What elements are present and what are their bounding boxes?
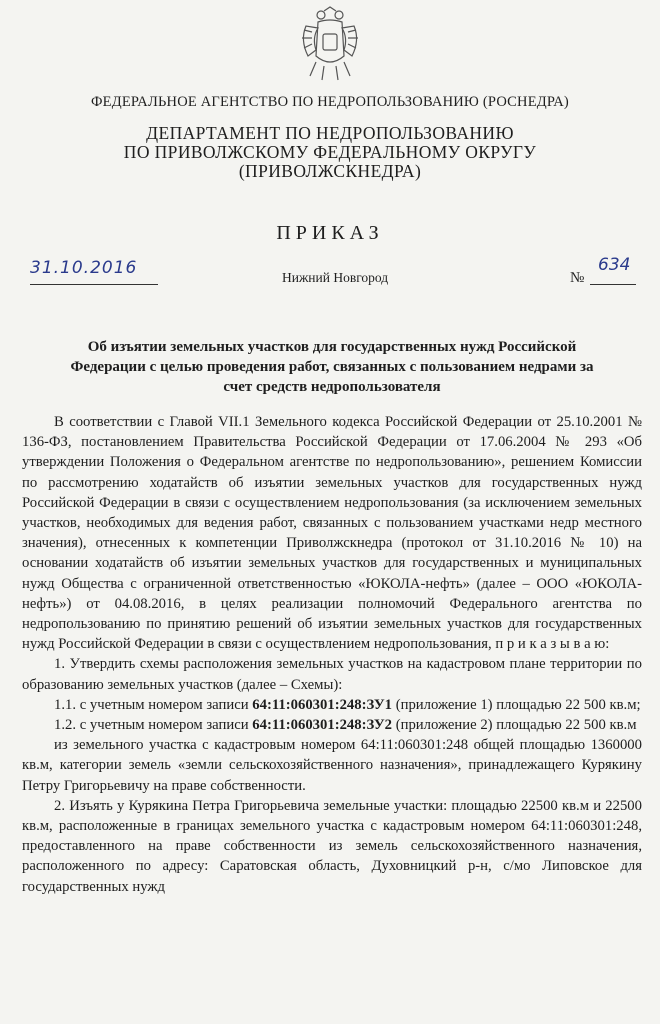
- department-line: ДЕПАРТАМЕНТ ПО НЕДРОПОЛЬЗОВАНИЮ: [146, 123, 514, 143]
- order-number: 634: [598, 255, 631, 275]
- item-text: 1.1. с учетным номером записи: [54, 696, 253, 713]
- item-1-2: [22, 715, 642, 735]
- item-text: (приложение 1) площадью 22 500 кв.м;: [392, 696, 641, 713]
- coat-of-arms-emblem: [298, 6, 362, 84]
- number-underline: [590, 284, 636, 285]
- cadastral-code: 64:11:060301:248:ЗУ1: [252, 696, 393, 713]
- department-name: [0, 124, 660, 181]
- subject-line: Федерации с целью проведения работ, связанных с пользованием недрами за: [70, 359, 594, 375]
- department-line: ПО ПРИВОЛЖСКОМУ ФЕДЕРАЛЬНОМУ ОКРУГУ: [123, 142, 537, 162]
- subject-line: Об изъятии земельных участков для государственных нужд Российской: [87, 339, 577, 355]
- preamble-paragraph: В соответствии с Главой VII.1 Земельного кодекса Российской Федерации от 25.10.2001 № 136-ФЗ, постановлением Правительства Российской Федерации от 17.06.2004 № 293 «Об утверждении Положения о Федеральном агентстве по недропользованию», решением Комиссии по рассмотрению ходатайств об изъятии земельных участков для государственных нужд Российской Федерации в связи с осуществлением недропользования (за исключением земельных участков, необходимых для ведения работ, связанных с пользованием участками недр местного значения), отнесенных к компетенции Приволжскнедра (протокол от 31.10.2016 № 10) на основании ходатайств об изъятии земельных участков для государственных и муниципальных нужд Общества с ограниченной ответственностью «ЮКОЛА-нефть» (далее – ООО «ЮКОЛА-нефть») от 04.08.2016, в целях реализации полномочий Федерального агентства по недропользованию по принятию решений об изъятии земельных участков для государственных нужд Российской Федерации в связи с осуществлением недропользования, п р и к а з ы в а ю:: [22, 414, 642, 653]
- order-city: Нижний Новгород: [282, 270, 389, 285]
- number-sign: №: [570, 270, 585, 286]
- item-1-1: [22, 695, 642, 715]
- item-text: (приложение 2) площадью 22 500 кв.м: [392, 717, 637, 734]
- item-2: 2. Изъять у Курякина Петра Григорьевича земельные участки: площадью 22500 кв.м и 22500 кв.м, расположенные в границах земельного участка с кадастровым номером 64:11:060301:248, предоставленного на праве собственности из земель сельскохозяйственного назначения, расположенного по адресу: Саратовская область, Духовницкий р-н, с/мо Липовское для государственных нужд: [22, 797, 642, 895]
- item-1: 1. Утвердить схемы расположения земельных участков на кадастровом плане территории по образованию земельных участков (далее – Схемы):: [22, 656, 642, 693]
- agency-name: ФЕДЕРАЛЬНОЕ АГЕНТСТВО ПО НЕДРОПОЛЬЗОВАНИЮ (РОСНЕДРА): [91, 94, 569, 110]
- department-line: (ПРИВОЛЖСКНЕДРА): [238, 161, 422, 181]
- order-date: 31.10.2016: [30, 258, 158, 285]
- order-body: [22, 412, 642, 897]
- source-parcel-paragraph: из земельного участка с кадастровым номером 64:11:060301:248 общей площадью 1360000 кв.м, категории земель «земли сельскохозяйственного назначения», принадлежащего Курякину Петру Григорьевичу на праве собственности.: [22, 737, 642, 794]
- cadastral-code: 64:11:060301:248:ЗУ2: [252, 717, 393, 734]
- order-subject: [22, 337, 642, 397]
- order-title: ПРИКАЗ: [276, 222, 384, 244]
- subject-line: счет средств недропользователя: [223, 379, 441, 395]
- item-text: 1.2. с учетным номером записи: [54, 717, 253, 734]
